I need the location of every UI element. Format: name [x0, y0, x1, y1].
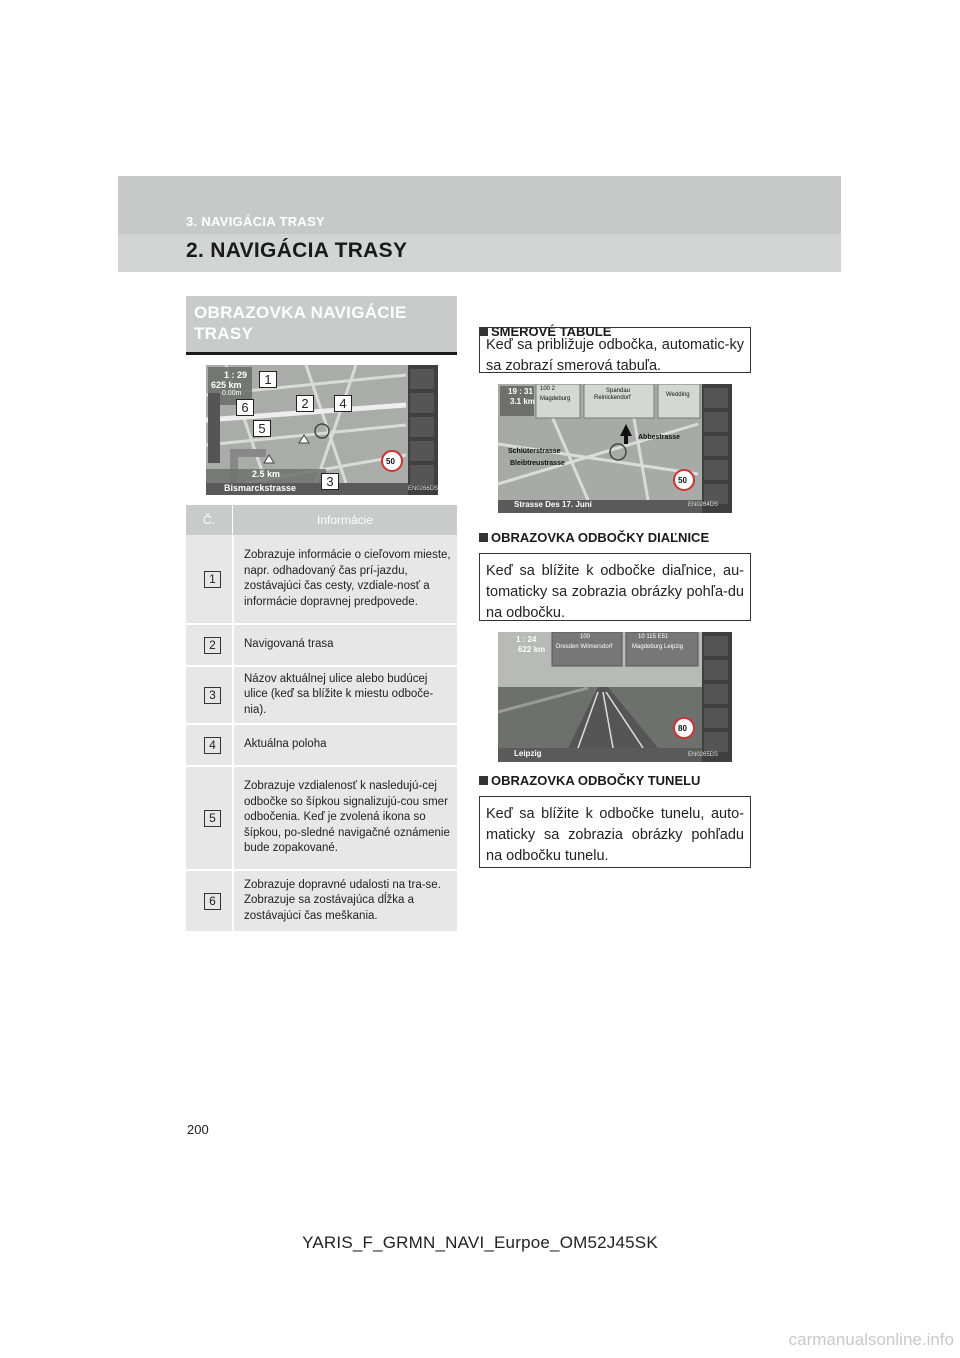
current-street: Strasse Des 17. Juni [514, 500, 592, 509]
nav-distance: 622 km [518, 645, 546, 654]
screenshot-code: EN0266DS [407, 486, 438, 492]
nav-distance: 3.1 km [510, 397, 535, 406]
row-number: 4 [204, 737, 221, 754]
nav-time: 19 : 31 [508, 387, 533, 396]
info-table [186, 505, 457, 933]
document-code: YARIS_F_GRMN_NAVI_Eurpoe_OM52J45SK [302, 1233, 658, 1252]
table-row [186, 725, 457, 767]
screenshot-code: EN0264DS [688, 502, 719, 508]
sign-1-label: Dresden Wilmersdorf [556, 644, 613, 650]
row-number: 3 [204, 687, 221, 704]
speed-limit-sign: 50 [386, 457, 395, 466]
sign-3-label: Wedding [666, 392, 690, 398]
row-number: 6 [204, 893, 221, 910]
speed-limit-sign: 80 [678, 724, 687, 733]
route-guidance-screenshot [206, 365, 438, 495]
subheading-tunnel-junction [479, 773, 700, 788]
direction-signs-screenshot [498, 384, 732, 513]
nav-time: 1 : 29 [224, 370, 248, 380]
row-number: 1 [204, 571, 221, 588]
motorway-junction-screenshot [498, 632, 732, 762]
col-header-info: Informácie [316, 513, 374, 527]
sign-2-label: Magdeburg Leipzig [632, 644, 684, 650]
subheading-text: SMEROVÉ TABULE [491, 324, 612, 339]
callout-1: 1 [259, 371, 277, 388]
map-street-label: Bleibtreustrasse [510, 460, 565, 467]
nav-sub-distance: 0.00m [222, 390, 242, 397]
current-street: Bismarckstrasse [224, 483, 297, 493]
row-text: Názov aktuálnej ulice alebo budúcej ulice (keď sa blížite k miestu odboče-nia). [244, 672, 434, 716]
watermark: carmanualsonline.info [788, 1330, 954, 1349]
subheading-text: OBRAZOVKA ODBOČKY TUNELU [491, 773, 701, 788]
subheading-motorway-junction [479, 530, 709, 545]
map-street-label: Abbestrasse [638, 434, 681, 441]
callout-6: 6 [236, 399, 254, 416]
section-box-title-line2: TRASY [194, 324, 254, 343]
section-box-title [186, 296, 457, 355]
sign-1-numbers: 100 2 [540, 386, 556, 392]
page-title: 2. NAVIGÁCIA TRASY [186, 239, 408, 262]
table-row [186, 625, 457, 667]
sign-1-numbers: 100 [580, 634, 591, 640]
page-number: 200 [187, 1122, 209, 1137]
subheading-text: OBRAZOVKA ODBOČKY DIAĽNICE [491, 530, 710, 545]
turn-distance: 2.5 km [252, 469, 281, 479]
current-street: Leipzig [514, 749, 542, 758]
sign-2-numbers: 10 115 E51 [638, 634, 669, 640]
table-row [186, 767, 457, 871]
table-row [186, 667, 457, 725]
left-column [186, 296, 457, 355]
row-number: 5 [204, 810, 221, 827]
row-text: Zobrazuje informácie o cieľovom mieste, napr. odhadovaný čas prí-jazdu, zostávajúci čas cesty, vzdiale-nosť a informácie dopravnej predpovede. [244, 549, 451, 608]
row-number: 2 [204, 637, 221, 654]
section-box-title-line1: OBRAZOVKA NAVIGÁCIE [194, 303, 407, 322]
table-row [186, 535, 457, 625]
callout-2: 2 [296, 395, 314, 412]
callout-3: 3 [321, 473, 339, 490]
speed-limit-sign: 50 [678, 476, 687, 485]
row-text: Zobrazuje dopravné udalosti na tra-se. Zobrazuje sa zostávajúca dĺžka a zostávajúci čas meškania. [244, 878, 441, 922]
sign-2-label-1: Spandau [606, 388, 631, 394]
col-header-no: Č. [186, 505, 233, 535]
sign-2-label-2: Reinickendorf [594, 395, 631, 401]
callout-4: 4 [334, 395, 352, 412]
sign-1-label: Magdeburg [540, 396, 571, 402]
note-box: Keď sa blížite k odbočke tunelu, auto-maticky sa zobrazia obrázky pohľadu na odbočku tunelu. [479, 796, 751, 868]
nav-distance: 625 km [211, 380, 242, 390]
callout-5: 5 [253, 420, 271, 437]
map-street-label: Schlüterstrasse [508, 448, 561, 455]
table-header [186, 505, 457, 535]
screenshot-code: EN0265DS [688, 752, 719, 758]
row-text: Aktuálna poloha [244, 738, 327, 751]
note-box: Keď sa približuje odbočka, automatic-ky sa zobrazí smerová tabuľa. [479, 327, 751, 373]
table-row [186, 871, 457, 933]
note-box: Keď sa blížite k odbočke diaľnice, au-tomaticky sa zobrazia obrázky pohľa-du na odbočku. [479, 553, 751, 621]
nav-time: 1 : 24 [516, 635, 537, 644]
section-label: 3. NAVIGÁCIA TRASY [186, 214, 326, 229]
row-text: Zobrazuje vzdialenosť k nasledujú-cej odbočke so šípkou signalizujú-cou smer odbočenia. Keď je zvolená ikona so šípkou, po-sledné navigačné oznámenie bude zopakované. [244, 780, 450, 855]
row-text: Navigovaná trasa [244, 638, 334, 651]
